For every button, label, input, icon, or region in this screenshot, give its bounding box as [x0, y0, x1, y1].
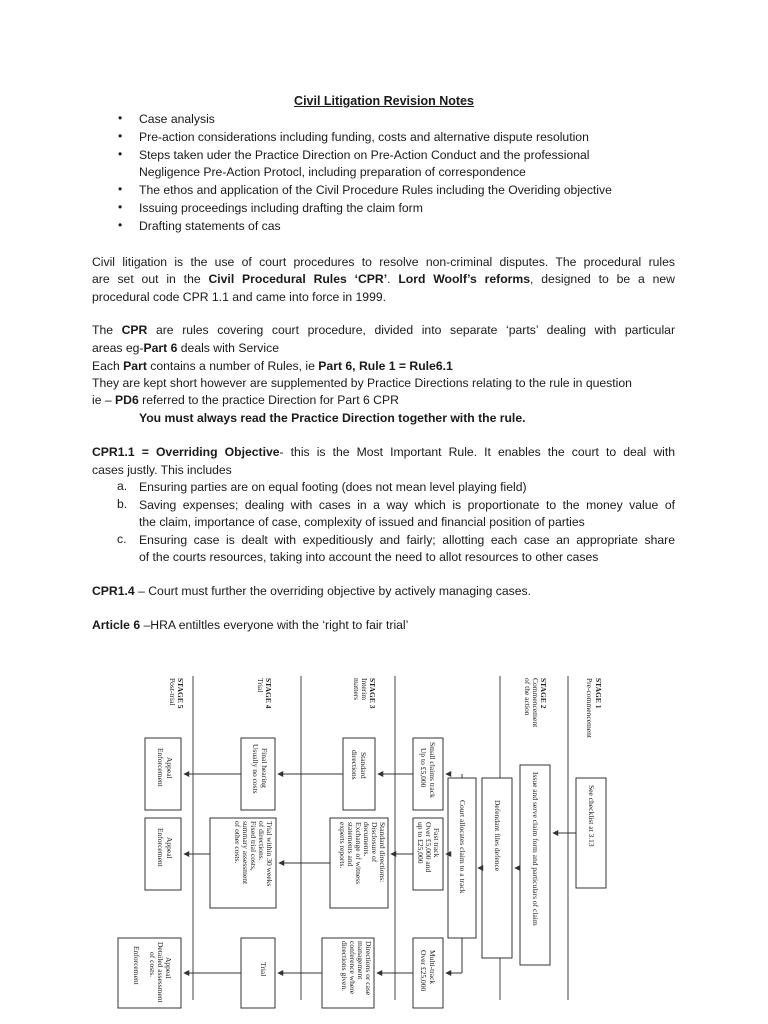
stage-1-subheading: Pre-commencement	[585, 678, 594, 738]
list-item: Ensuring case is dealt with expeditiously and fairly; allotting each case an appropriate share	[139, 533, 675, 547]
box-label: Up to £5,000	[419, 748, 428, 788]
box-label: Final hearing	[260, 748, 269, 788]
box-label: Enforcement	[156, 748, 165, 787]
text-line: are set out in the Civil Procedural Rules ‘CPR’. Lord Woolf’s reforms, designed to be a new	[92, 272, 675, 286]
stage-3-subheading-2: matters	[352, 678, 361, 701]
bullet-marker: •	[118, 182, 123, 196]
text-line: areas eg-Part 6 deals with Service	[92, 341, 279, 355]
text-line: Each Part contains a number of Rules, ie Part 6, Rule 1 = Rule6.1	[92, 359, 453, 373]
list-item: Ensuring parties are on equal footing (does not mean level playing field)	[139, 480, 527, 494]
litigation-stages-diagram	[100, 655, 660, 1010]
stage-5-subheading: Post-trial	[168, 678, 177, 706]
text-line: They are kept short however are supplemented by Practice Directions relating to the rule in question	[92, 376, 632, 390]
box-label: Trial	[259, 962, 268, 977]
box-label: summary assessment	[241, 821, 250, 885]
box-label: Enforcement	[156, 828, 165, 867]
text-line: ie – PD6 referred to the practice Direction for Part 6 CPR	[92, 393, 399, 407]
stage-3-heading: STAGE 3	[368, 678, 377, 709]
text-line: procedural code CPR 1.1 and came into force in 1999.	[92, 290, 387, 304]
text-line: The CPR are rules covering court procedure, divided into separate ‘parts’ dealing with particular	[92, 323, 676, 337]
list-label: b.	[117, 497, 128, 511]
box-label: Appeal	[164, 957, 173, 979]
list-item: Pre-action considerations including funding, costs and alternative dispute resolution	[139, 130, 589, 144]
box-label: Standard directions:	[378, 822, 387, 883]
stage-2-subheading-2: of the action	[523, 678, 532, 716]
box-label: Defendant files defence	[493, 800, 502, 872]
text-line-emphasis: You must always read the Practice Direction together with the rule.	[139, 411, 526, 425]
box-label: up to £25,000	[416, 822, 425, 864]
box-label: Fast track	[432, 828, 441, 858]
box-label: of costs.	[148, 952, 157, 977]
box-label: of directions.	[257, 821, 266, 861]
box-label: Fixed trial costs,	[249, 821, 258, 871]
box-label: Over £5,000 and	[424, 822, 433, 873]
list-label: a.	[117, 479, 128, 493]
text-line: CPR1.1 = Overriding Objective- this is the Most Important Rule. It enables the court to deal with	[92, 445, 675, 459]
list-item: The ethos and application of the Civil Procedure Rules including the Overiding objective	[139, 183, 612, 197]
page-title: Civil Litigation Revision Notes	[294, 94, 474, 108]
text-line: Civil litigation is the use of court procedures to resolve non-criminal disputes. The procedural rules	[92, 255, 675, 269]
stage-4-subheading: Trial	[256, 678, 265, 693]
list-item-continuation: of the courts resources, taking into account the need to allot resources to other cases	[139, 550, 599, 564]
box-label: of other costs.	[233, 821, 242, 864]
bullet-marker: •	[118, 129, 123, 143]
box-label: directions given.	[340, 941, 349, 991]
paragraph-article6: Article 6 –HRA entiltles everyone with the ‘right to fair trial’	[92, 618, 409, 632]
box-label: statements and	[346, 822, 355, 867]
box-label: Directions or case	[364, 941, 373, 996]
box-label: See checklist at 3.13	[587, 785, 596, 847]
box-label: Issue and serve claim form and particulars of claim	[531, 772, 540, 926]
bullet-marker: •	[118, 147, 123, 161]
box-label: experts reports.	[338, 822, 347, 869]
box-label: documents.	[362, 822, 371, 857]
bullet-marker: •	[118, 200, 123, 214]
list-item: Saving expenses; dealing with cases in a way which is proportionate to the money value of	[139, 498, 675, 512]
box-label: Small claims track	[428, 742, 437, 798]
bullet-marker: •	[118, 111, 123, 125]
list-item: Issuing proceedings including drafting the claim form	[139, 201, 423, 215]
box-label: Exchange of witness	[354, 822, 363, 885]
bullet-marker: •	[118, 218, 123, 232]
box-label: directions	[350, 750, 359, 780]
box-label: Disclosure of	[370, 822, 379, 863]
box-label: management	[356, 941, 365, 980]
box-label: Enforcement	[132, 946, 141, 985]
box-label: Standard	[359, 752, 368, 779]
stage-2-subheading: Commencement	[531, 678, 540, 728]
stage-4-heading: STAGE 4	[264, 678, 273, 709]
box-label: conference where	[348, 941, 357, 995]
list-item: Case analysis	[139, 112, 215, 126]
box-label: Appeal	[165, 837, 174, 859]
list-item-continuation: the claim, importance of case, complexity of issued and financial position of parties	[139, 515, 585, 529]
list-item: Steps taken uder the Practice Direction on Pre-Action Conduct and the professional	[139, 148, 590, 162]
box-label: Detailed assessment	[156, 942, 165, 1003]
box-label: Court allocates claim to a track	[458, 800, 467, 894]
box-label: Appeal	[165, 757, 174, 779]
list-label: c.	[117, 532, 127, 546]
list-item-continuation: Negligence Pre-Action Protocl, including preparation of correspondence	[139, 165, 526, 179]
stage-2-heading: STAGE 2	[539, 678, 548, 709]
box-label: Usually no costs	[251, 744, 260, 794]
list-item: Drafting statements of cas	[139, 219, 281, 233]
box-label: Trial within 30 weeks	[265, 821, 274, 887]
stage-5-heading: STAGE 5	[176, 678, 185, 709]
paragraph-cpr14: CPR1.4 – Court must further the overriding objective by actively managing cases.	[92, 584, 531, 598]
text-line: cases justly. This includes	[92, 463, 232, 477]
box-trial	[241, 938, 275, 1008]
stage-1-heading: STAGE 1	[594, 678, 603, 709]
box-label: Over £25,000	[419, 950, 428, 992]
stage-3-subheading: Interim	[360, 678, 369, 701]
box-label: Multi-track	[428, 950, 437, 985]
